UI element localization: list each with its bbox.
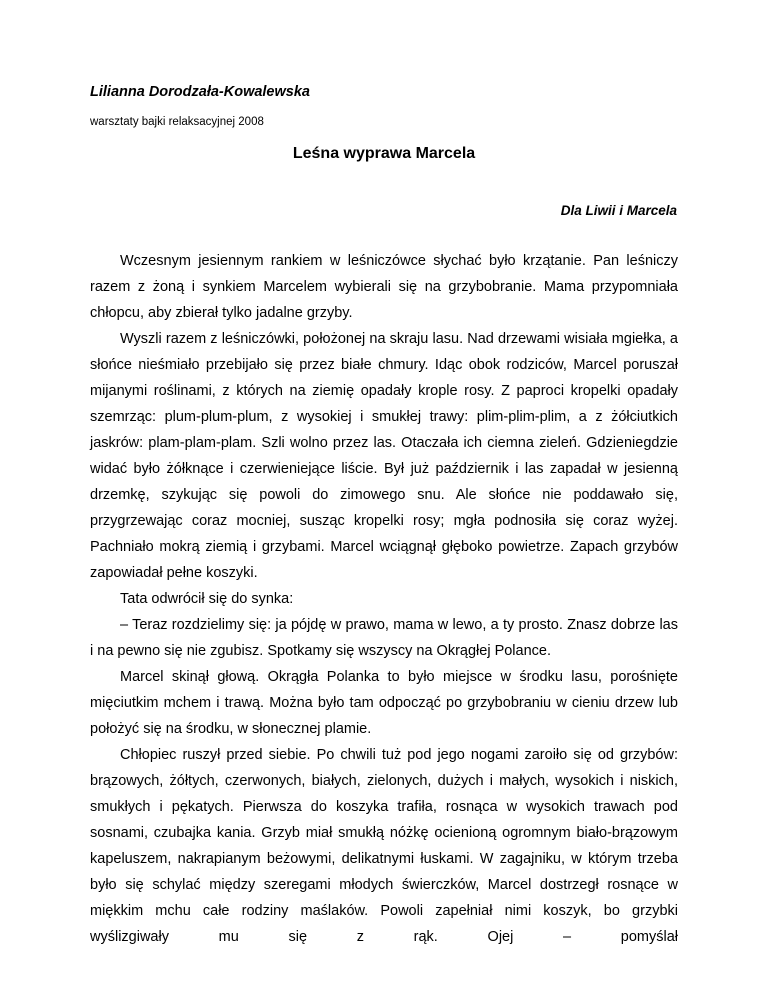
paragraph: Marcel skinął głową. Okrągła Polanka to było miejsce w środku lasu, porośnięte mięciutkim mchem i trawą. Można było tam odpocząć po grzybobraniu w cieniu drzew lub położyć się na środku, w słonecznej plamie. [90,669,678,737]
story-body [90,248,678,950]
paragraph: Wczesnym jesiennym rankiem w leśniczówce słychać było krzątanie. Pan leśniczy razem z żoną i synkiem Marcelem wybierali się na grzybobranie. Mama przypomniała chłopcu, aby zbierał tylko jadalne grzyby. [90,253,678,321]
dedication: Dla Liwii i Marcela [560,203,677,218]
paragraph: Wyszli razem z leśniczówki, położonej na skraju lasu. Nad drzewami wisiała mgiełka, a słońce nieśmiało przebijało się przez białe chmury. Idąc obok rodziców, Marcel poruszał mijanymi roślinami, z których na ziemię opadały krople rosy. Z paproci kropelki opadały szemrząc: plum-plum-plum, z wysokiej i smukłej trawy: plim-plim-plim, a z żółciutkich jaskrów: plam-plam-plam. Szli wolno przez las. Otaczała ich ciemna zieleń. Gdzieniegdzie widać było żółknące i czerwieniejące liście. Był już październik i las zapadał w jesienną drzemkę, szykując się powoli do zimowego snu. Ale słońce nie poddawało się, przygrzewając coraz mocniej, susząc kropelki rosy; mgła podnosiła się coraz wyżej. Pachniało mokrą ziemią i grzybami. Marcel wciągnął głęboko powietrze. Zapach grzybów zapowiadał pełne koszyki. [90,331,678,581]
workshop-subtitle: warsztaty bajki relaksacyjnej 2008 [90,116,264,128]
paragraph: Tata odwrócił się do synka: [120,591,294,607]
author-name: Lilianna Dorodzała-Kowalewska [90,84,310,100]
paragraph: Chłopiec ruszył przed siebie. Po chwili tuż pod jego nogami zaroiło się od grzybów: brązowych, żółtych, czerwonych, białych, zielonych, dużych i małych, wysokich i niskich, smukłych i pękatych. Pierwsza do koszyka trafiła, rosnąca w wysokich trawach pod sosnami, czubajka kania. Grzyb miał smukłą nóżkę ocienioną ogromnym biało-brązowym kapeluszem, nakrapianym beżowymi, delikatnymi łuskami. W zagajniku, w którym trzeba było się schylać między szeregami młodych świerczków, Marcel dostrzegł rosnące w miękkim mchu całe rodziny maślaków. Powoli zapełniał nimi koszyk, bo grzybki wyślizgiwały mu się z rąk. Ojej – pomyślał [90,747,678,945]
paragraph: – Teraz rozdzielimy się: ja pójdę w prawo, mama w lewo, a ty prosto. Znasz dobrze las i na pewno się nie zgubisz. Spotkamy się wszyscy na Okrągłej Polance. [90,617,678,659]
story-title: Leśna wyprawa Marcela [292,145,476,162]
